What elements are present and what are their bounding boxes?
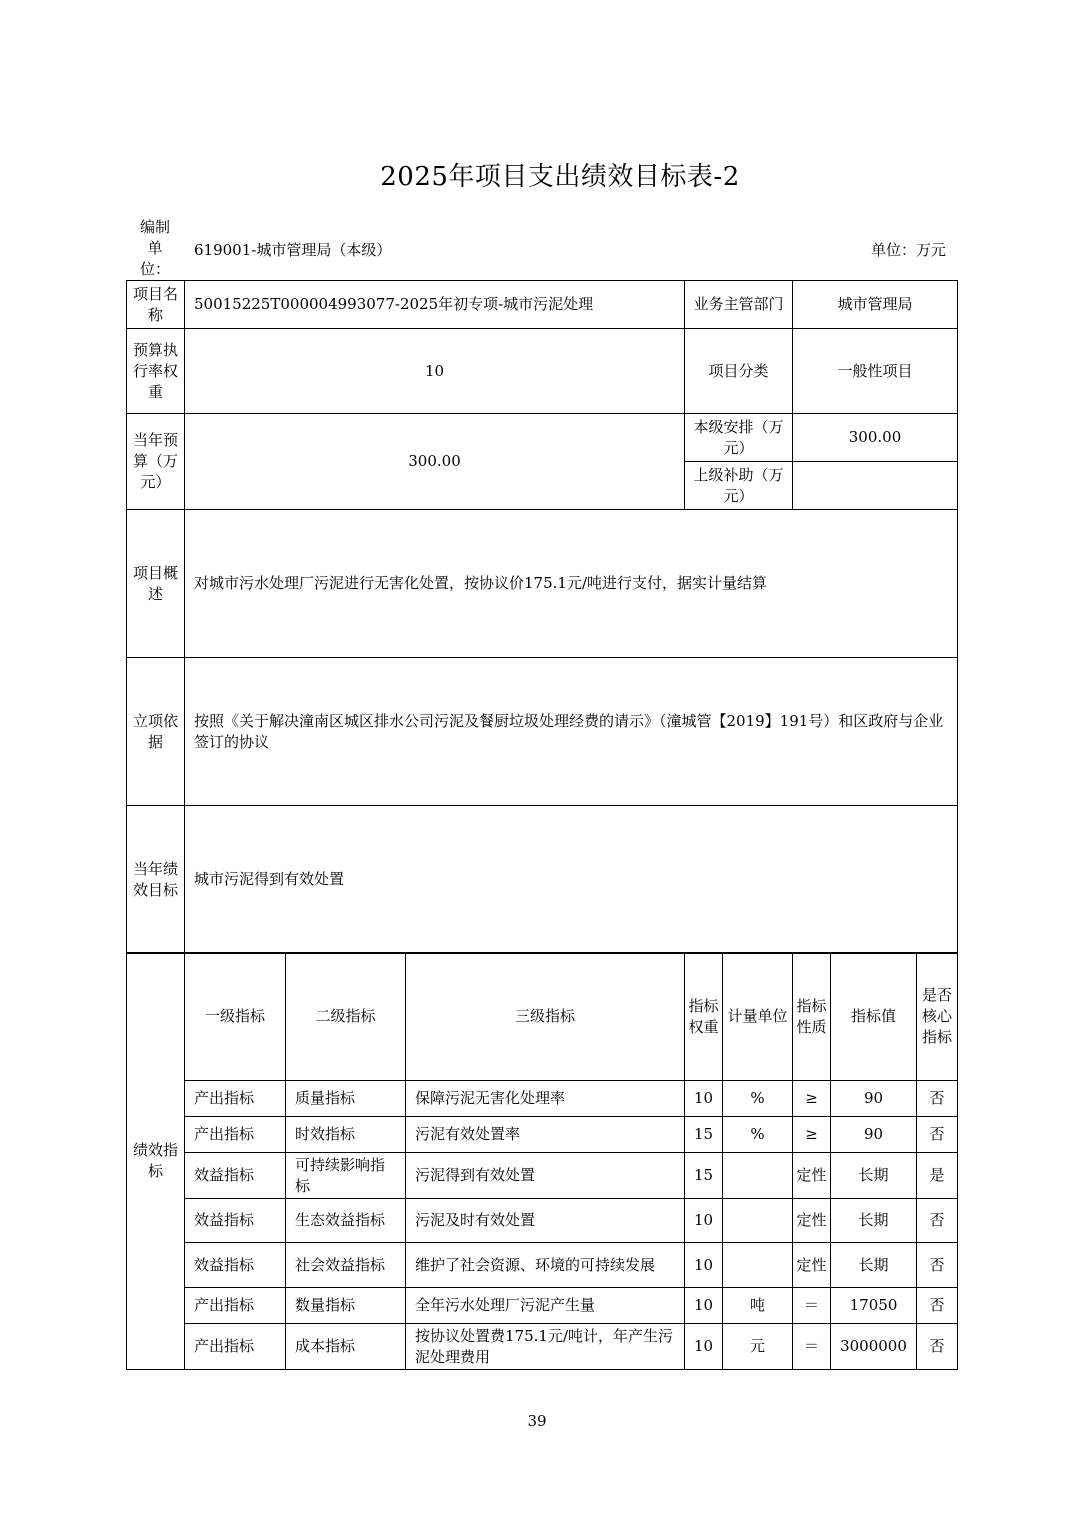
overview-label: 项目概述 <box>127 510 185 658</box>
cell-nature: ≥ <box>793 1117 831 1153</box>
org-label: 编制单位： <box>139 218 170 278</box>
budget-row <box>127 414 958 462</box>
cell-nature: ＝ <box>793 1288 831 1324</box>
cell-level3: 全年污水处理厂污泥产生量 <box>406 1288 685 1324</box>
exec-weight-label: 预算执行率权重 <box>127 329 185 414</box>
cell-value: 长期 <box>831 1199 917 1243</box>
cell-level1: 效益指标 <box>185 1243 286 1288</box>
cell-unit: % <box>723 1081 793 1117</box>
project-name-row <box>127 281 958 329</box>
cell-nature: ＝ <box>793 1324 831 1370</box>
budget-label: 当年预算（万元） <box>127 414 185 510</box>
cell-weight: 15 <box>685 1153 723 1199</box>
cell-core: 否 <box>917 1117 958 1153</box>
cell-unit <box>723 1153 793 1199</box>
upper-value <box>793 462 958 510</box>
table-row <box>127 1324 958 1370</box>
cell-weight: 10 <box>685 1199 723 1243</box>
cell-level2: 成本指标 <box>286 1324 406 1370</box>
project-name-label: 项目名称 <box>127 281 185 329</box>
table-row <box>127 1199 958 1243</box>
cell-core: 否 <box>917 1288 958 1324</box>
cell-value: 3000000 <box>831 1324 917 1370</box>
cell-value: 90 <box>831 1117 917 1153</box>
indicator-section-label: 绩效指标 <box>127 953 185 1370</box>
cell-level3: 污泥有效处置率 <box>406 1117 685 1153</box>
basis-label: 立项依据 <box>127 658 185 806</box>
cell-core: 否 <box>917 1243 958 1288</box>
exec-weight-row <box>127 329 958 414</box>
header-level2: 二级指标 <box>286 953 406 1081</box>
cell-level3: 污泥及时有效处置 <box>406 1199 685 1243</box>
cell-weight: 15 <box>685 1117 723 1153</box>
cell-value: 90 <box>831 1081 917 1117</box>
exec-weight-value: 10 <box>185 329 685 414</box>
cell-core: 否 <box>917 1199 958 1243</box>
basis-value: 按照《关于解决潼南区城区排水公司污泥及餐厨垃圾处理经费的请示》（潼城管【2019】191号）和区政府与企业签订的协议 <box>185 658 958 806</box>
indicator-table <box>126 952 958 1370</box>
cell-unit <box>723 1199 793 1243</box>
cell-unit: 吨 <box>723 1288 793 1324</box>
header-core: 是否核心指标 <box>917 953 958 1081</box>
project-info-table <box>126 280 958 954</box>
table-row <box>127 1153 958 1199</box>
table-row <box>127 1288 958 1324</box>
dept-label: 业务主管部门 <box>685 281 793 329</box>
table-row <box>127 1081 958 1117</box>
cell-weight: 10 <box>685 1243 723 1288</box>
cell-nature: 定性 <box>793 1153 831 1199</box>
category-value: 一般性项目 <box>793 329 958 414</box>
cell-level1: 产出指标 <box>185 1324 286 1370</box>
cell-core: 否 <box>917 1081 958 1117</box>
table-row <box>127 1243 958 1288</box>
cell-weight: 10 <box>685 1288 723 1324</box>
cell-level3: 按协议处置费175.1元/吨计，年产生污泥处理费用 <box>406 1324 685 1370</box>
project-name-value: 50015225T000004993077-2025年初专项-城市污泥处理 <box>185 281 685 329</box>
cell-level1: 产出指标 <box>185 1288 286 1324</box>
header-level1: 一级指标 <box>185 953 286 1081</box>
cell-weight: 10 <box>685 1324 723 1370</box>
cell-level3: 维护了社会资源、环境的可持续发展 <box>406 1243 685 1288</box>
cell-weight: 10 <box>685 1081 723 1117</box>
cell-core: 否 <box>917 1324 958 1370</box>
cell-level2: 生态效益指标 <box>286 1199 406 1243</box>
overview-row <box>127 510 958 658</box>
indicator-header-row <box>127 953 958 1081</box>
cell-core: 是 <box>917 1153 958 1199</box>
cell-level1: 效益指标 <box>185 1199 286 1243</box>
cell-value: 17050 <box>831 1288 917 1324</box>
cell-level2: 社会效益指标 <box>286 1243 406 1288</box>
cell-level2: 时效指标 <box>286 1117 406 1153</box>
cell-value: 长期 <box>831 1243 917 1288</box>
cell-level3: 污泥得到有效处置 <box>406 1153 685 1199</box>
cell-nature: 定性 <box>793 1243 831 1288</box>
cell-level1: 效益指标 <box>185 1153 286 1199</box>
page-number: 39 <box>527 1412 547 1430</box>
header-unit: 计量单位 <box>723 953 793 1081</box>
budget-value: 300.00 <box>185 414 685 510</box>
cell-level3: 保障污泥无害化处理率 <box>406 1081 685 1117</box>
basis-row <box>127 658 958 806</box>
category-label: 项目分类 <box>685 329 793 414</box>
goal-label: 当年绩效目标 <box>127 806 185 954</box>
local-label: 本级安排（万元） <box>685 414 793 462</box>
cell-level2: 质量指标 <box>286 1081 406 1117</box>
cell-level2: 数量指标 <box>286 1288 406 1324</box>
table-row <box>127 1117 958 1153</box>
page-title: 2025年项目支出绩效目标表-2 <box>380 162 740 192</box>
org-value: 619001-城市管理局（本级） <box>194 241 392 259</box>
header-level3: 三级指标 <box>406 953 685 1081</box>
unit-label: 单位：万元 <box>870 241 946 259</box>
header-nature: 指标性质 <box>793 953 831 1081</box>
cell-nature: ≥ <box>793 1081 831 1117</box>
header-weight: 指标权重 <box>685 953 723 1081</box>
dept-value: 城市管理局 <box>793 281 958 329</box>
cell-level2: 可持续影响指标 <box>286 1153 406 1199</box>
cell-value: 长期 <box>831 1153 917 1199</box>
cell-level1: 产出指标 <box>185 1117 286 1153</box>
header-value: 指标值 <box>831 953 917 1081</box>
upper-label: 上级补助（万元） <box>685 462 793 510</box>
cell-unit <box>723 1243 793 1288</box>
overview-value: 对城市污水处理厂污泥进行无害化处置，按协议价175.1元/吨进行支付，据实计量结算 <box>185 510 958 658</box>
goal-value: 城市污泥得到有效处置 <box>185 806 958 954</box>
cell-unit: 元 <box>723 1324 793 1370</box>
goal-row <box>127 806 958 954</box>
cell-nature: 定性 <box>793 1199 831 1243</box>
local-value: 300.00 <box>793 414 958 462</box>
cell-level1: 产出指标 <box>185 1081 286 1117</box>
cell-unit: % <box>723 1117 793 1153</box>
